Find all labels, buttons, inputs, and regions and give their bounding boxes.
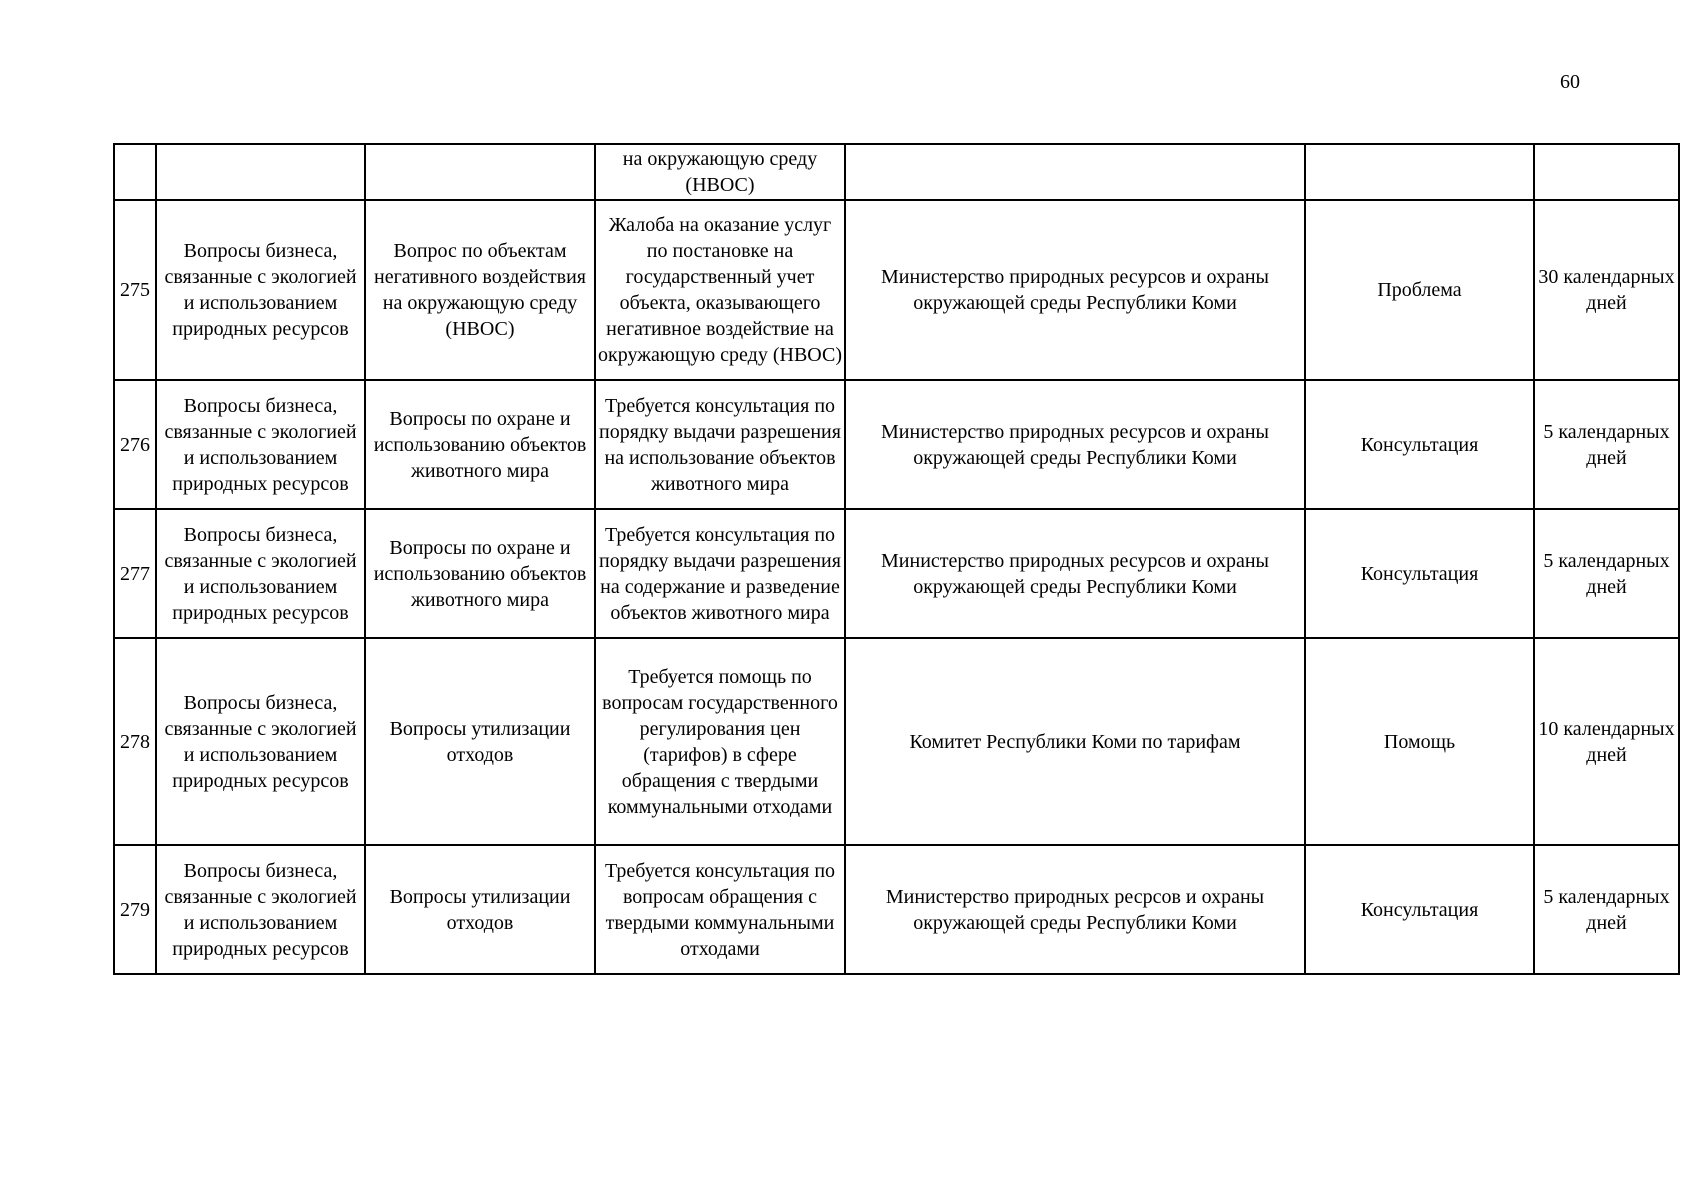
table-row-continuation	[114, 144, 1679, 200]
row-number-cell: 279	[114, 845, 156, 974]
table-row	[114, 200, 1679, 380]
category-cell: Вопросы бизнеса, связанные с экологией и использованием природных ресурсов	[156, 380, 365, 509]
row-number-cell	[114, 144, 156, 200]
page-number: 60	[1560, 71, 1580, 93]
category-cell: Вопросы бизнеса, связанные с экологией и использованием природных ресурсов	[156, 638, 365, 845]
topic-cell	[365, 144, 595, 200]
topic-cell: Вопросы по охране и использованию объектов животного мира	[365, 509, 595, 638]
description-cell: Жалоба на оказание услуг по постановке на государственный учет объекта, оказывающего негативное воздействие на окружающую среду (НВОС)	[595, 200, 845, 380]
agency-cell	[845, 144, 1305, 200]
row-number-cell: 278	[114, 638, 156, 845]
category-cell: Вопросы бизнеса, связанные с экологией и использованием природных ресурсов	[156, 509, 365, 638]
deadline-cell: 10 календарных дней	[1534, 638, 1679, 845]
type-cell: Консультация	[1305, 845, 1534, 974]
row-number-cell: 275	[114, 200, 156, 380]
topic-cell: Вопросы утилизации отходов	[365, 638, 595, 845]
topic-cell: Вопросы утилизации отходов	[365, 845, 595, 974]
description-cell: Требуется помощь по вопросам государственного регулирования цен (тарифов) в сфере обращения с твердыми коммунальными отходами	[595, 638, 845, 845]
table-row	[114, 380, 1679, 509]
table-row	[114, 845, 1679, 974]
topic-cell: Вопрос по объектам негативного воздействия на окружающую среду (НВОС)	[365, 200, 595, 380]
description-cell: Требуется консультация по порядку выдачи разрешения на использование объектов животного мира	[595, 380, 845, 509]
description-cell: на окружающую среду (НВОС)	[595, 144, 845, 200]
topic-cell: Вопросы по охране и использованию объектов животного мира	[365, 380, 595, 509]
type-cell: Помощь	[1305, 638, 1534, 845]
deadline-cell: 30 календарных дней	[1534, 200, 1679, 380]
type-cell: Проблема	[1305, 200, 1534, 380]
type-cell	[1305, 144, 1534, 200]
deadline-cell: 5 календарных дней	[1534, 380, 1679, 509]
deadline-cell: 5 календарных дней	[1534, 845, 1679, 974]
type-cell: Консультация	[1305, 509, 1534, 638]
agency-cell: Комитет Республики Коми по тарифам	[845, 638, 1305, 845]
description-cell: Требуется консультация по порядку выдачи разрешения на содержание и разведение объектов животного мира	[595, 509, 845, 638]
deadline-cell	[1534, 144, 1679, 200]
agency-cell: Министерство природных ресурсов и охраны окружающей среды Республики Коми	[845, 200, 1305, 380]
agency-cell: Министерство природных ресурсов и охраны окружающей среды Республики Коми	[845, 509, 1305, 638]
row-number-cell: 277	[114, 509, 156, 638]
type-cell: Консультация	[1305, 380, 1534, 509]
category-cell: Вопросы бизнеса, связанные с экологией и использованием природных ресурсов	[156, 200, 365, 380]
category-cell: Вопросы бизнеса, связанные с экологией и использованием природных ресурсов	[156, 845, 365, 974]
category-cell	[156, 144, 365, 200]
row-number-cell: 276	[114, 380, 156, 509]
deadline-cell: 5 календарных дней	[1534, 509, 1679, 638]
agency-cell: Министерство природных ресурсов и охраны окружающей среды Республики Коми	[845, 380, 1305, 509]
table-row	[114, 509, 1679, 638]
services-table	[113, 143, 1680, 975]
agency-cell: Министерство природных ресрсов и охраны окружающей среды Республики Коми	[845, 845, 1305, 974]
description-cell: Требуется консультация по вопросам обращения с твердыми коммунальными отходами	[595, 845, 845, 974]
table-row	[114, 638, 1679, 845]
